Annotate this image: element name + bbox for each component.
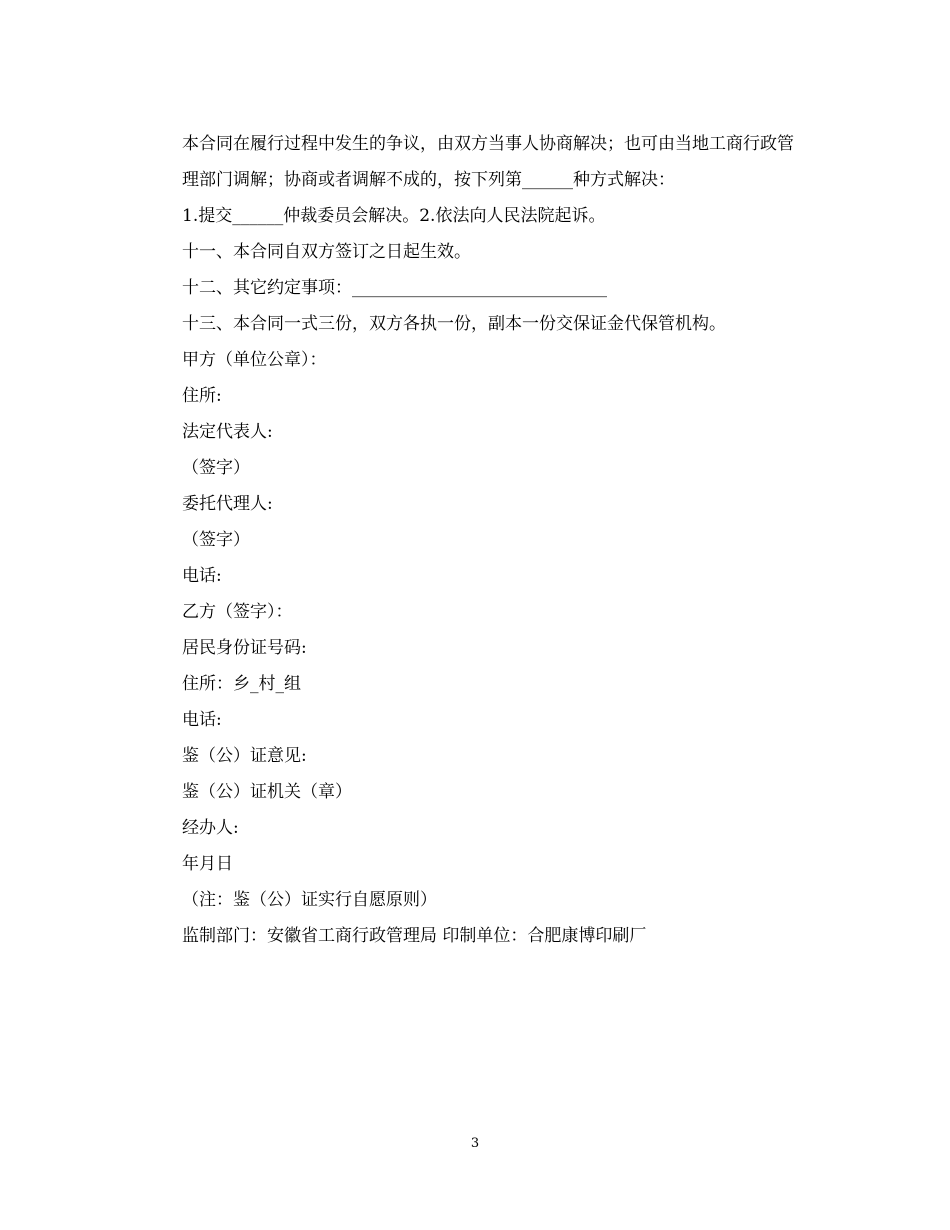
party-a-legal-rep-signature: （签字）: [182, 458, 250, 478]
clause-13: 十三、本合同一式三份，双方各执一份，副本一份交保证金代保管机构。: [182, 314, 726, 334]
party-b-address: 住所：乡_村_组: [182, 674, 301, 694]
party-b-id-number: 居民身份证号码:: [182, 638, 307, 658]
party-a-seal: 甲方（单位公章）：: [182, 350, 327, 370]
dispute-resolution-paragraph: 本合同在履行过程中发生的争议，由双方当事人协商解决；也可由当地工商行政管理部门调解；协商或者调解不成的，按下列第______种方式解决：: [182, 134, 794, 190]
party-a-agent-signature: （签字）: [182, 530, 250, 550]
party-a-address: 住所:: [182, 386, 222, 406]
document-body: [146, 126, 806, 954]
date-line: 年月日: [182, 854, 233, 874]
clause-11: 十一、本合同自双方签订之日起生效。: [182, 242, 471, 262]
notary-note: （注：鉴（公）证实行自愿原则）: [182, 890, 437, 910]
handler: 经办人:: [182, 818, 239, 838]
party-a-phone: 电话:: [182, 566, 222, 586]
party-a-legal-rep: 法定代表人:: [182, 422, 273, 442]
notary-office-seal: 鉴（公）证机关（章）: [182, 782, 352, 802]
notary-opinion: 鉴（公）证意见:: [182, 746, 307, 766]
party-a-agent: 委托代理人:: [182, 494, 273, 514]
page-number: 3: [470, 1136, 480, 1151]
party-b-phone: 电话:: [182, 710, 222, 730]
party-b-signature: 乙方（签字）：: [182, 602, 293, 622]
clause-12: 十二、其它约定事项：______________________________: [182, 278, 607, 298]
supervision-printing-info: 监制部门：安徽省工商行政管理局 印制单位：合肥康博印刷厂: [182, 926, 647, 946]
resolution-options: 1.提交______仲裁委员会解决。2.依法向人民法院起诉。: [182, 206, 606, 226]
